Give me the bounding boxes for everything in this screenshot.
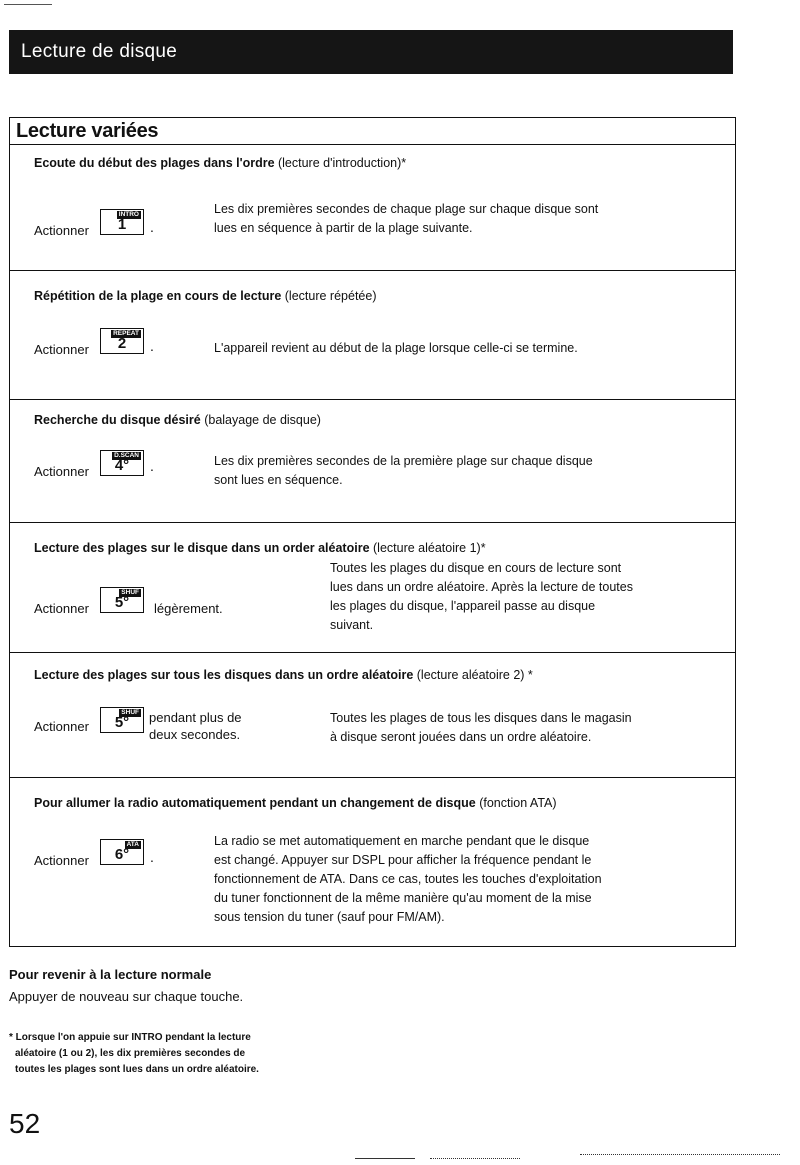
heading-normal: (lecture aléatoire 1)* [369,541,486,555]
key-suffix: . [150,458,154,474]
key-function-label: SHUF [121,709,139,716]
section-shuffle-1 [10,523,735,653]
key-number: 1 [117,216,127,233]
section-shuffle-2 [10,653,735,778]
key-function-label: INTRO [118,211,139,218]
key-number: 6° [114,846,130,863]
key-suffix [149,709,242,743]
section-repeat-play [10,271,735,400]
heading-normal: (lecture d'introduction)* [274,156,407,170]
description-line: les plages du disque, l'appareil passe au disque [330,599,596,613]
section-description [214,339,578,358]
key-function-label: D.SCAN [114,452,139,459]
heading-bold: Ecoute du début des plages dans l'ordre [34,156,275,170]
description-line: Les dix premières secondes de la première plage sur chaque disque [214,454,593,468]
key-suffix: . [150,338,154,354]
section-heading [34,156,406,170]
key-number: 5° [114,594,130,611]
heading-normal: (balayage de disque) [200,413,321,427]
shuf-5-hold-button[interactable] [100,707,144,733]
key-suffix-line: pendant plus de [149,710,242,725]
description-line: lues en séquence à partir de la plage suivante. [214,221,473,235]
heading-bold: Pour allumer la radio automatiquement pendant un changement de disque [34,796,476,810]
key-suffix: légèrement. [154,601,223,616]
key-number: 2 [117,335,127,352]
description-line: du tuner fonctionnent de la même manière qu'au moment de la mise [214,891,592,905]
section-intro-play [10,145,735,271]
description-line: est changé. Appuyer sur DSPL pour afficher la fréquence pendant le [214,853,592,867]
description-line: La radio se met automatiquement en marche pendant que le disque [214,834,590,848]
return-normal-title: Pour revenir à la lecture normale [9,967,212,982]
description-line: sous tension du tuner (sauf pour FM/AM). [214,910,445,924]
key-number: 4° [114,457,130,474]
footnote-line: aléatoire (1 ou 2), les dix premières secondes de [15,1048,246,1059]
description-line: Toutes les plages du disque en cours de lecture sont [330,561,622,575]
heading-normal: (fonction ATA) [475,796,557,810]
description-line: sont lues en séquence. [214,473,343,487]
description-line: Les dix premières secondes de chaque plage sur chaque disque sont [214,202,599,216]
section-header-bar [9,30,733,74]
heading-bold: Lecture des plages sur tous les disques dans un ordre aléatoire [34,668,414,682]
description-line: fonctionnement de ATA. Dans ce cas, toutes les touches d'exploitation [214,872,602,886]
repeat-2-button[interactable] [100,328,144,354]
footnote-line: * Lorsque l'on appuie sur INTRO pendant la lecture [9,1032,251,1043]
footnote-line: toutes les plages sont lues dans un ordre aléatoire. [15,1064,259,1075]
action-label: Actionner [34,601,89,616]
description-line: à disque seront jouées dans un ordre aléatoire. [330,730,592,744]
panel-title: Lecture variées [10,118,735,145]
section-description [214,200,598,238]
dscan-4-button[interactable] [100,450,144,476]
description-line: suivant. [330,618,374,632]
action-label: Actionner [34,719,89,734]
section-ata [10,778,735,945]
section-header-title: Lecture de disque [21,41,178,62]
footnote [9,1030,349,1078]
section-disc-scan [10,400,735,523]
heading-normal: (lecture aléatoire 2) * [413,668,533,682]
action-label: Actionner [34,342,89,357]
section-heading [34,541,486,555]
key-number: 5° [114,714,130,731]
key-function-label: ATA [126,841,139,848]
lecture-variees-panel [9,117,736,947]
section-heading [34,413,321,427]
section-description [214,452,593,490]
intro-1-button[interactable] [100,209,144,235]
heading-bold: Répétition de la plage en cours de lecture [34,289,282,303]
shuf-5-button[interactable] [100,587,144,613]
section-description [214,832,602,927]
return-normal-text: Appuyer de nouveau sur chaque touche. [9,989,244,1004]
section-heading [34,668,533,682]
action-label: Actionner [34,223,89,238]
key-suffix: . [150,219,154,235]
scan-artifact-line [430,1158,520,1159]
heading-normal: (lecture répétée) [281,289,377,303]
heading-bold: Recherche du disque désiré [34,413,201,427]
action-label: Actionner [34,464,89,479]
ata-6-button[interactable] [100,839,144,865]
section-heading [34,289,376,303]
key-suffix-line: deux secondes. [149,727,241,742]
page-number: 52 [9,1108,41,1139]
section-heading [34,796,557,810]
scan-artifact-line [355,1158,415,1159]
action-label: Actionner [34,853,89,868]
heading-bold: Lecture des plages sur le disque dans un order aléatoire [34,541,370,555]
key-suffix: . [150,849,154,865]
key-function-label: REPEAT [113,330,139,337]
scan-artifact-line [580,1154,780,1155]
section-description [330,559,633,635]
top-edge-mark [4,4,52,5]
key-function-label: SHUF [121,589,139,596]
description-line: lues dans un ordre aléatoire. Après la lecture de toutes [330,580,633,594]
description-line: Toutes les plages de tous les disques dans le magasin [330,711,632,725]
section-description [330,709,632,747]
description-line: L'appareil revient au début de la plage lorsque celle-ci se termine. [214,341,578,355]
